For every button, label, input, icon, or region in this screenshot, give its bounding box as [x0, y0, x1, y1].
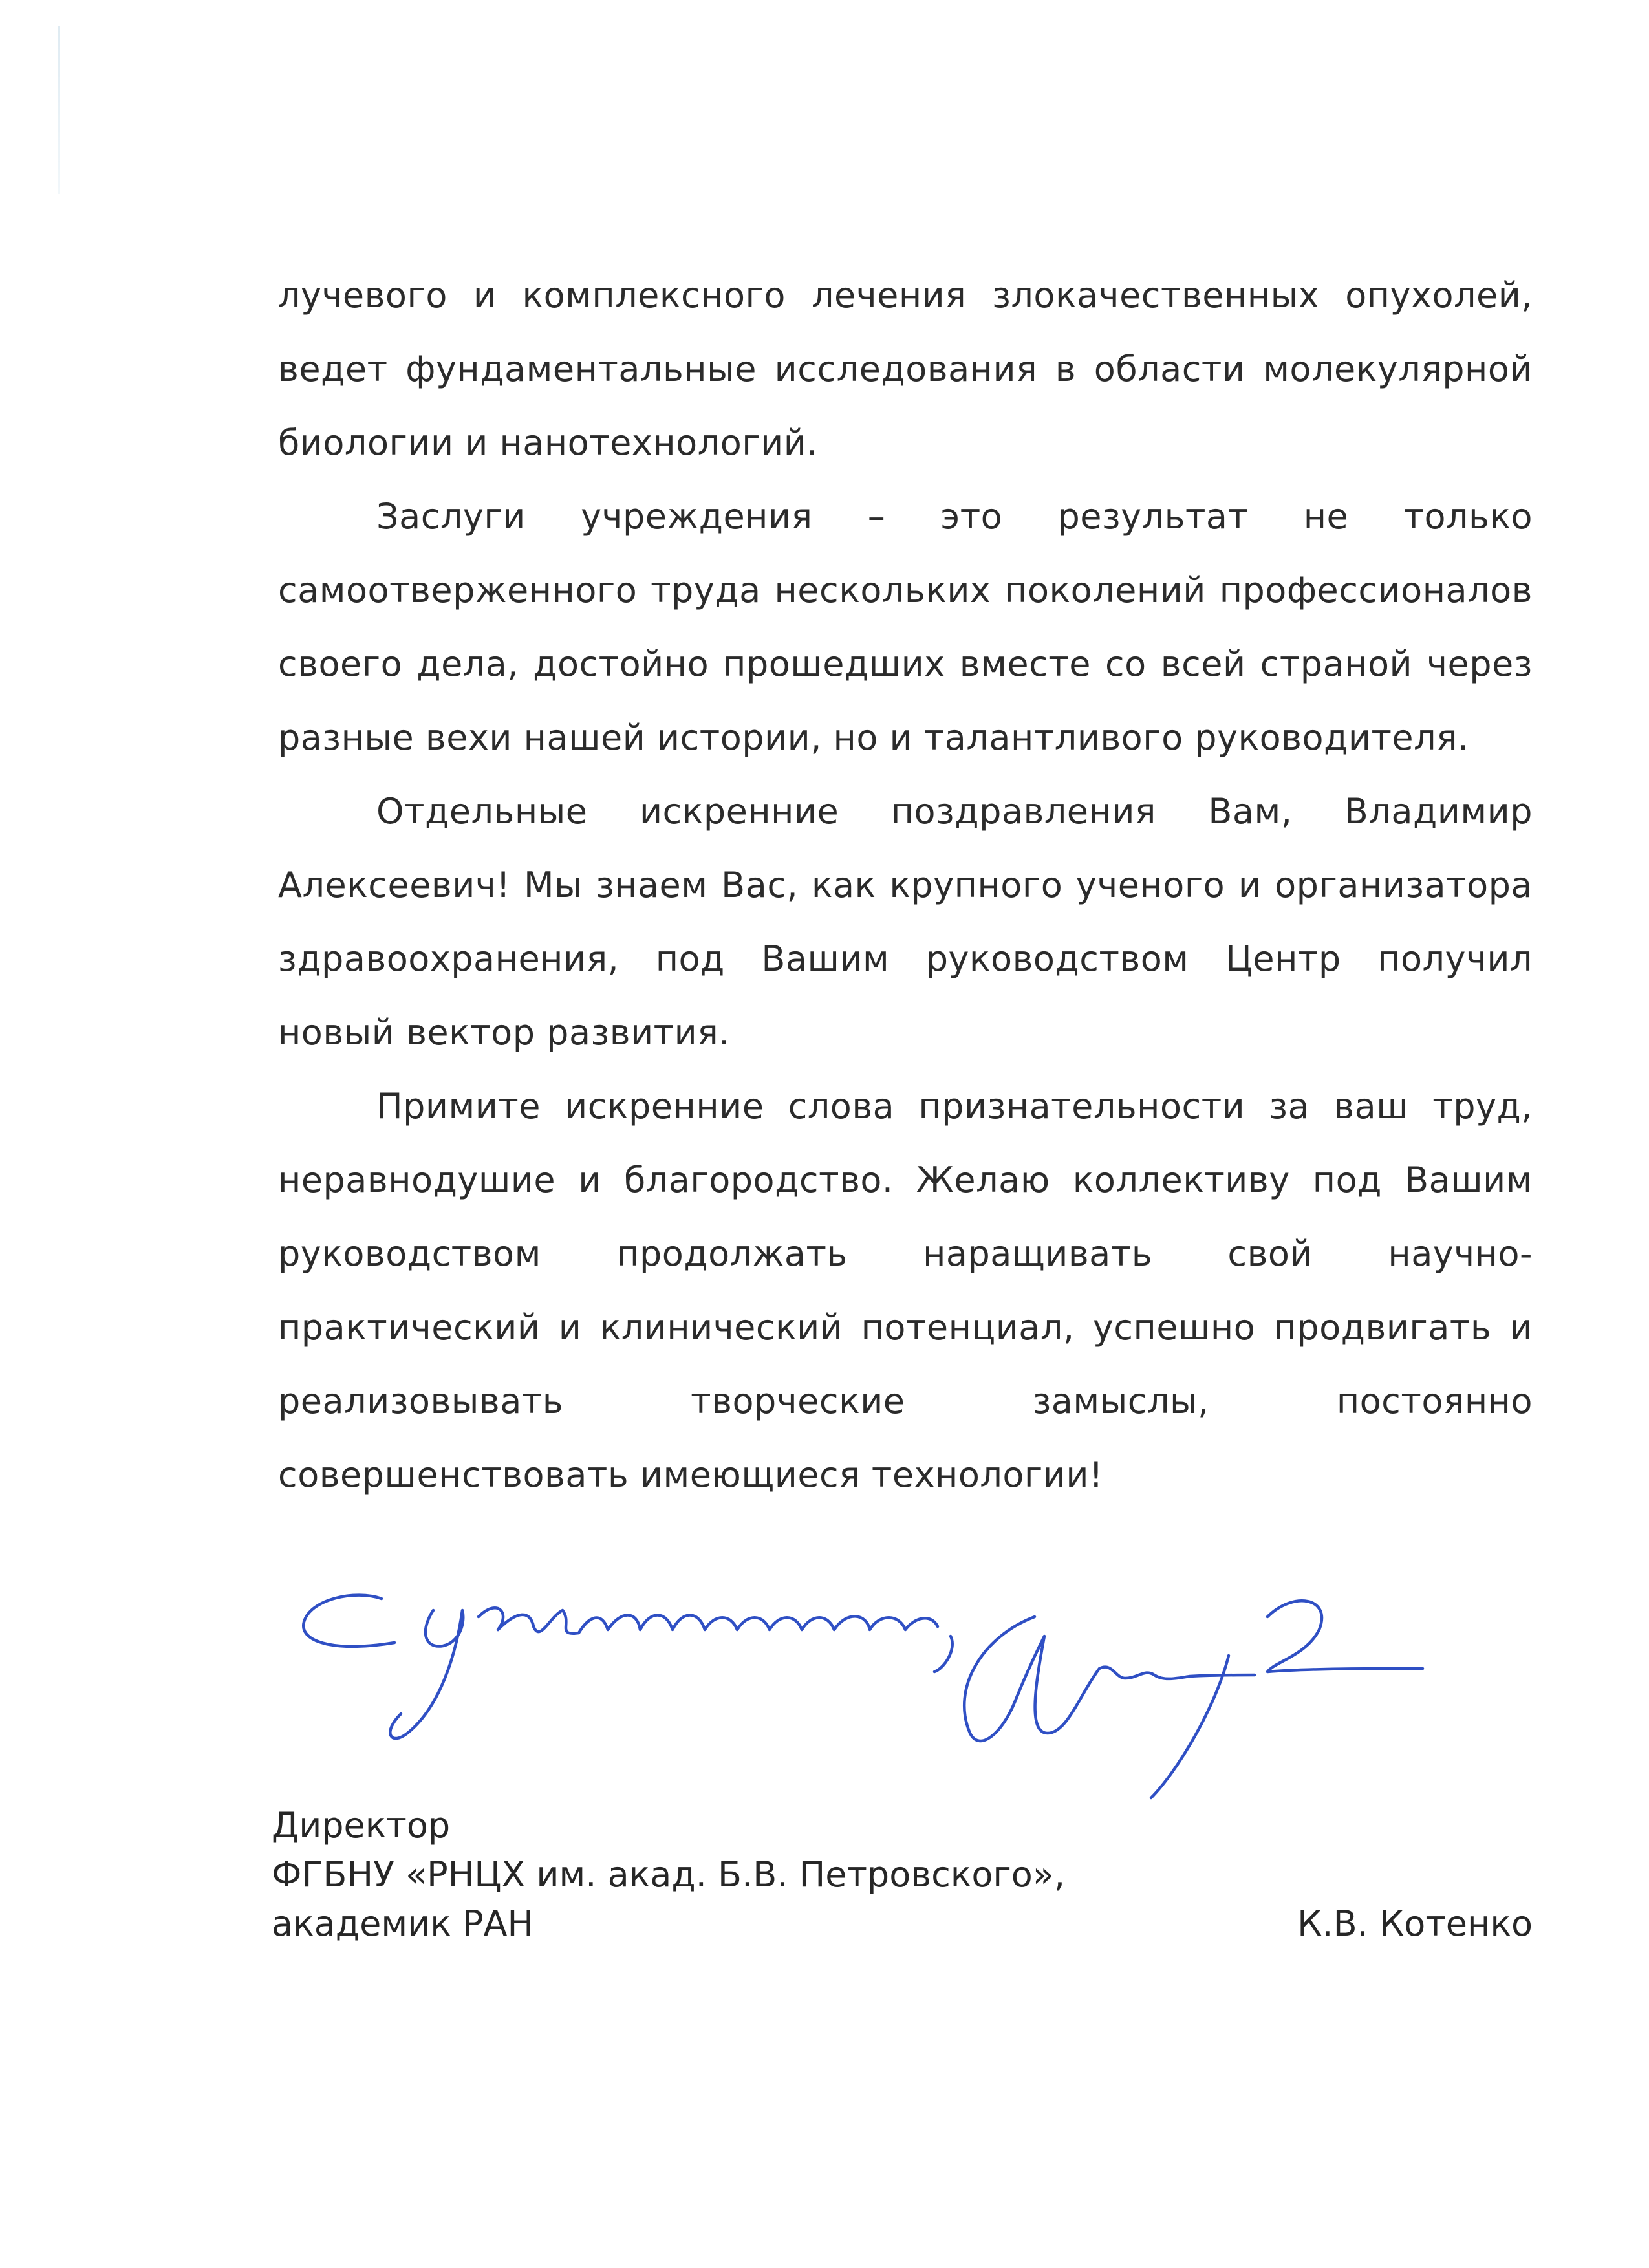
- signature-stroke-main: [964, 1617, 1255, 1741]
- signatory-organization: ФГБНУ «РНЦХ им. акад. Б.В. Петровского»,: [272, 1854, 1066, 1895]
- signatory-name: К.В. Котенко: [1297, 1903, 1533, 1944]
- handwritten-comma-stroke: [934, 1636, 953, 1672]
- scan-edge-mark: [58, 26, 60, 194]
- signatory-position: Директор: [272, 1805, 451, 1846]
- handwritten-word-stroke: [390, 1608, 938, 1738]
- paragraph-2: Заслуги учреждения – это результат не только самоотверженного труда нескольких поколений профессионалов своего дела, достойно прошедших вместе со всей страной через разные вехи нашей истории, но и талантливого руководителя.: [278, 496, 1533, 758]
- signatory-title: академик РАН: [272, 1903, 534, 1944]
- paragraph-1: лучевого и комплексного лечения злокачественных опухолей, ведет фундаментальные исследования в области молекулярной биологии и нанотехнологий.: [278, 275, 1533, 463]
- paragraph-3: Отдельные искренние поздравления Вам, Владимир Алексеевич! Мы знаем Вас, как крупного ученого и организатора здравоохранения, под Вашим руководством Центр получил новый вектор развития.: [278, 791, 1533, 1053]
- handwritten-c-stroke: [303, 1595, 394, 1647]
- signature-stroke-tail: [1151, 1601, 1423, 1798]
- signatory-credentials: [272, 1801, 1065, 1949]
- letter-body: [278, 259, 1533, 1512]
- paragraph-4: Примите искренние слова признательности за ваш труд, неравнодушие и благородство. Желаю коллективу под Вашим руководством продолжать наращивать свой научно-практический и клинический потенциал, успешно продвигать и реализовывать творческие замыслы, постоянно совершенствовать имеющиеся технологии!: [278, 1086, 1533, 1495]
